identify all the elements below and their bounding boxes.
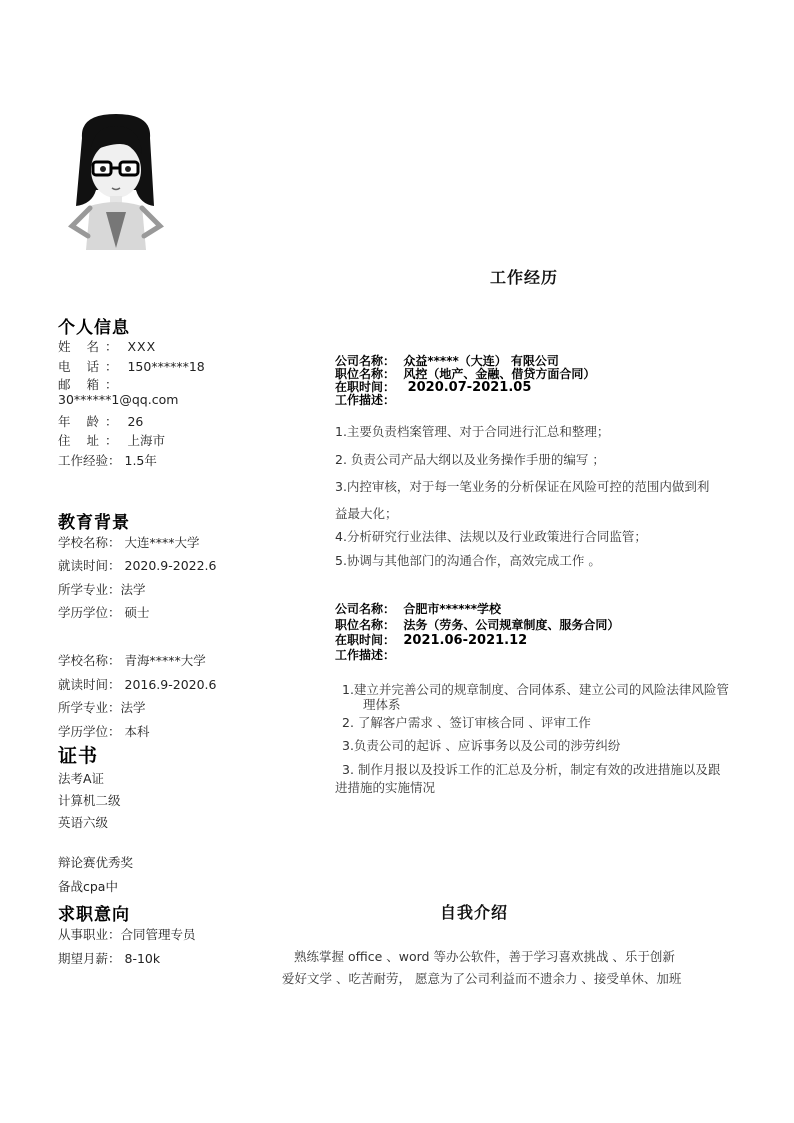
name-label: 姓 名： <box>58 339 124 354</box>
job-target-label: 从事职业： <box>58 927 121 942</box>
phone-label: 电 话： <box>58 359 124 374</box>
salary-row <box>58 949 160 967</box>
name-value: XXX <box>127 339 157 354</box>
self-intro-heading: 自我介绍 <box>440 903 509 922</box>
certificate-item: 英语六级 <box>58 815 109 830</box>
certificate-item: 计算机二级 <box>58 793 121 808</box>
school-1-major: 所学专业：法学 <box>58 582 146 597</box>
job-2-duty: 2. 了解客户需求 、签订审核合同 、评审工作 <box>342 715 591 730</box>
job-2-position: 职位名称： 法务（劳务、公司规章制度、服务合同） <box>335 618 620 632</box>
phone-row <box>58 357 205 375</box>
job-1-duty: 1.主要负责档案管理、对于合同进行汇总和整理； <box>335 424 610 439</box>
age-row <box>58 412 143 430</box>
age-label: 年 龄： <box>58 414 124 429</box>
school-1-degree: 学历学位： 硕士 <box>58 605 150 620</box>
certificates-heading: 证书 <box>58 745 99 767</box>
job-1-period: 在职时间： 2020.07-2021.05 <box>335 380 532 395</box>
salary-label: 期望月薪： <box>58 951 121 966</box>
job-2-company: 公司名称： 合肥市******学校 <box>335 602 502 616</box>
self-intro-line: 熟练掌握 office 、word 等办公软件，善于学习喜欢挑战 、乐于创新 <box>294 949 675 964</box>
job-2-period: 在职时间： 2021.06-2021.12 <box>335 633 528 648</box>
school-2-name: 学校名称： 青海*****大学 <box>58 653 206 668</box>
address-label: 住 址： <box>58 433 124 448</box>
job-target-value: 合同管理专员 <box>120 927 196 942</box>
age-value: 26 <box>127 414 144 429</box>
self-intro-line: 爱好文学 、吃苦耐劳， 愿意为了公司利益而不遗余力 、接受单休、加班 <box>282 971 682 986</box>
experience-label: 工作经验： <box>58 453 121 468</box>
job-2-duty: 1.建立并完善公司的规章制度、合同体系、建立公司的风险法律风险管 <box>342 682 729 697</box>
job-2-duty: 理体系 <box>363 697 401 712</box>
job-1-company: 公司名称： 众益*****（大连） 有限公司 <box>335 354 559 368</box>
job-1-duty: 3.内控审核，对于每一笔业务的分析保证在风险可控的范围内做到利 <box>335 479 710 494</box>
personal-info-heading: 个人信息 <box>58 318 130 338</box>
education-heading: 教育背景 <box>58 513 130 533</box>
school-2-period: 就读时间： 2016.9-2020.6 <box>58 677 217 692</box>
school-1-name: 学校名称： 大连****大学 <box>58 535 200 550</box>
job-1-duty: 4.分析研究行业法律、法规以及行业政策进行合同监管； <box>335 529 647 544</box>
email-value: 30******1@qq.com <box>58 392 179 407</box>
job-2-desc-label: 工作描述： <box>335 648 396 662</box>
certificate-item: 辩论赛优秀奖 <box>58 855 134 870</box>
address-row <box>58 431 165 449</box>
certificate-item: 备战cpa中 <box>58 879 118 894</box>
experience-row <box>58 451 157 469</box>
job-1-duty: 2. 负责公司产品大纲以及业务操作手册的编写 ； <box>335 452 605 467</box>
job-intention-heading: 求职意向 <box>58 905 130 925</box>
school-2-degree: 学历学位： 本科 <box>58 724 150 739</box>
email-label: 邮 箱： <box>58 377 124 392</box>
school-1-period: 就读时间： 2020.9-2022.6 <box>58 558 217 573</box>
profile-photo <box>60 108 172 258</box>
job-2-duty: 3. 制作月报以及投诉工作的汇总及分析，制定有效的改进措施以及跟 <box>342 762 721 777</box>
phone-value: 150******18 <box>127 359 205 374</box>
job-1-duty: 5.协调与其他部门的沟通合作，高效完成工作 。 <box>335 553 601 568</box>
school-2-major: 所学专业：法学 <box>58 700 146 715</box>
job-1-position: 职位名称： 风控（地产、金融、借贷方面合同） <box>335 367 596 381</box>
job-1-desc-label: 工作描述： <box>335 393 396 407</box>
salary-value: 8-10k <box>124 951 161 966</box>
name-row <box>58 337 156 355</box>
address-value: 上海市 <box>127 433 165 448</box>
work-experience-heading: 工作经历 <box>490 268 559 287</box>
experience-value: 1.5年 <box>124 453 157 468</box>
job-target-row <box>58 925 196 943</box>
certificate-item: 法考A证 <box>58 771 105 786</box>
job-1-duty: 益最大化； <box>335 506 398 521</box>
job-2-duty: 3.负责公司的起诉 、应诉事务以及公司的涉劳纠纷 <box>342 738 621 753</box>
job-2-duty: 进措施的实施情况 <box>335 780 436 795</box>
